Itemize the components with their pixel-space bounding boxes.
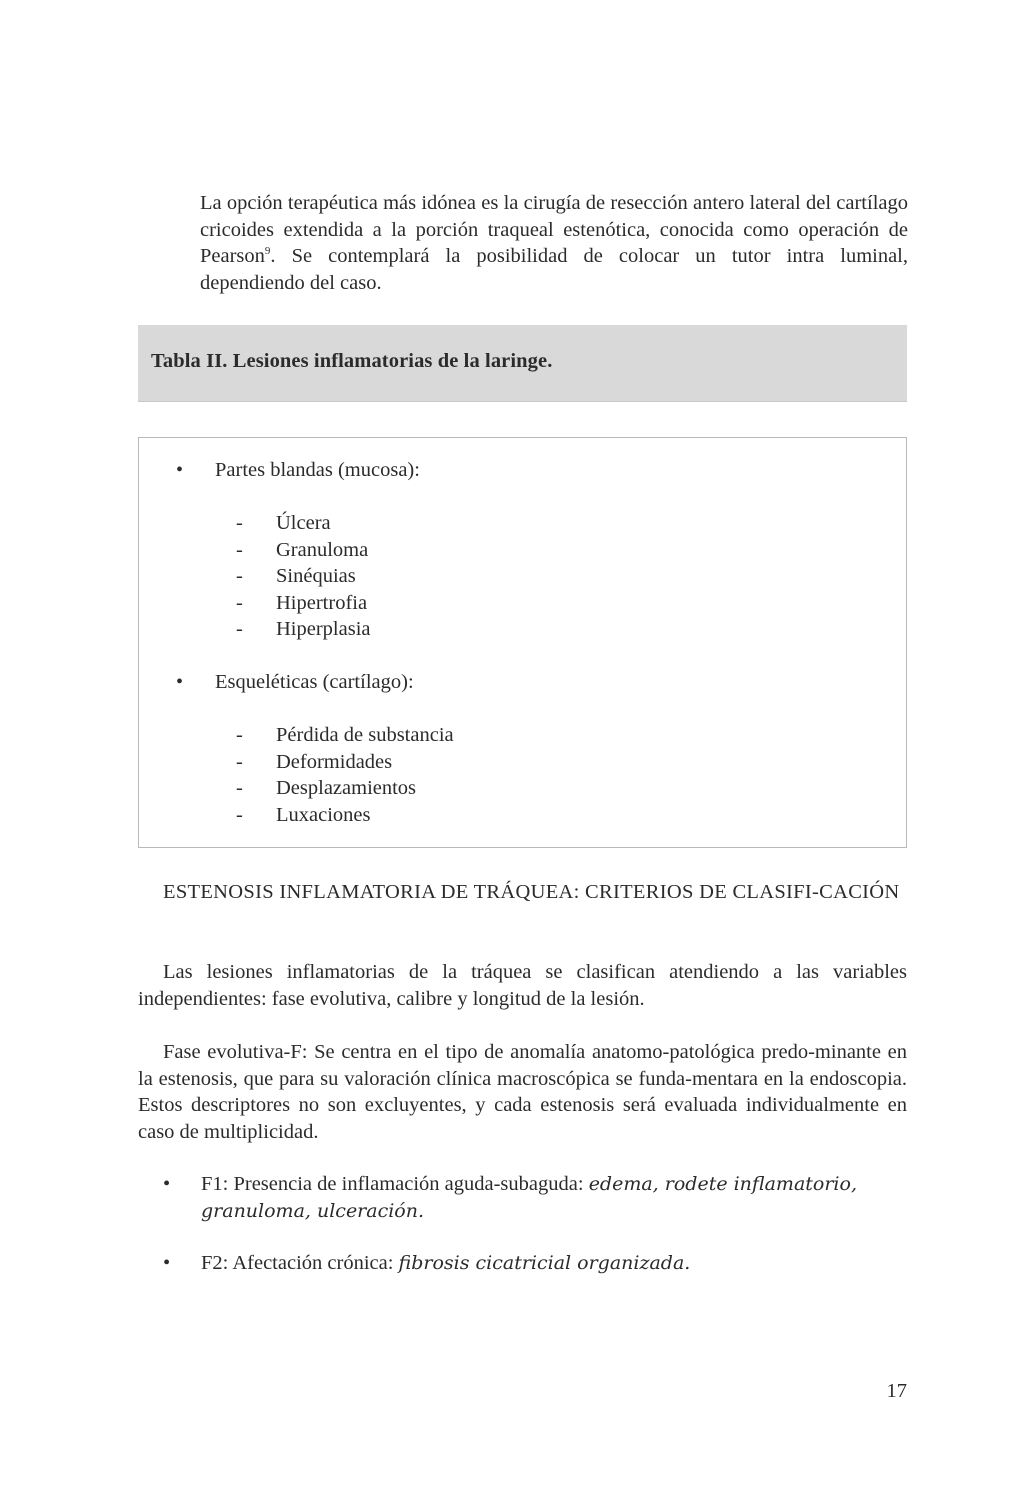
sub-item-label: Hiperplasia — [276, 618, 371, 640]
phase-description: : Afectación crónica: — [222, 1252, 399, 1274]
bullet: • — [163, 1252, 171, 1274]
sub-item-label: Desplazamientos — [276, 777, 417, 799]
intro-paragraph — [200, 190, 908, 296]
list-item — [139, 510, 839, 537]
dash: - — [236, 591, 243, 614]
sub-item-label: Deformidades — [276, 750, 393, 773]
list-item — [139, 590, 839, 617]
sub-list-soft-tissue — [139, 510, 839, 643]
phase-text — [201, 1250, 907, 1277]
table-caption-bar — [138, 325, 907, 402]
group-label: Partes blandas (mucosa): — [215, 459, 420, 481]
dash: - — [236, 750, 243, 773]
dash: - — [236, 803, 243, 826]
dash: - — [236, 777, 243, 799]
table-caption: Tabla II. Lesiones inflamatorias de la laringe. — [151, 350, 553, 372]
body-paragraph: Las lesiones inflamatorias de la tráquea se clasifican atendiendo a las variables independientes: fase evolutiva, calibre y longitud de la lesión. — [138, 961, 907, 1010]
group-label: Esqueléticas (cartílago): — [215, 671, 414, 693]
list-item — [139, 722, 839, 749]
list-item — [139, 775, 839, 802]
sub-item-label: Luxaciones — [276, 803, 371, 826]
phase-label: F2 — [201, 1252, 223, 1274]
list-item — [139, 616, 839, 643]
dash: - — [236, 618, 243, 640]
list-item — [139, 537, 839, 564]
list-item — [139, 563, 839, 590]
phase-label: F1 — [201, 1173, 223, 1195]
phase-terms: edema, rodete inflamatorio, granuloma, ulceración. — [201, 1173, 857, 1222]
list-item — [139, 802, 839, 829]
bullet: • — [176, 459, 184, 481]
body-paragraph: Fase evolutiva-F: Se centra en el tipo de anomalía anatomo-patológica predo-minante en la estenosis, que para su valoración clínica macroscópica se funda-mentara en la endoscopia. Estos descriptores no son excluyentes, y cada estenosis será evaluada individualmente en caso de multiplicidad. — [138, 1041, 907, 1143]
dash: - — [236, 512, 243, 534]
phase-text — [201, 1171, 907, 1224]
dash: - — [236, 565, 243, 587]
table-box — [138, 437, 907, 848]
bullet: • — [176, 671, 184, 693]
page-number: 17 — [886, 1380, 907, 1402]
section-heading: ESTENOSIS INFLAMATORIA DE TRÁQUEA: CRITERIOS DE CLASIFI-CACIÓN — [163, 881, 900, 903]
list-item — [139, 749, 839, 776]
sub-item-label: Hipertrofia — [276, 591, 368, 614]
dash: - — [236, 724, 243, 746]
sub-list-skeletal — [139, 722, 839, 828]
phase-terms: fibrosis cicatricial organizada. — [398, 1252, 691, 1274]
intro-text-after: . Se contemplará la posibilidad de colocar un tutor intra luminal, dependiendo del caso. — [200, 245, 908, 294]
intro-text-before: La opción terapéutica más idónea es la cirugía de resección antero lateral del cartílago cricoides extendida a la porción traqueal estenótica, conocida como operación de Pearson — [200, 192, 908, 267]
citation-superscript: 9 — [264, 245, 271, 257]
phase-description: : Presencia de inflamación aguda-subaguda: — [222, 1173, 589, 1195]
dash: - — [236, 538, 243, 561]
sub-item-label: Úlcera — [276, 512, 331, 534]
sub-item-label: Granuloma — [276, 538, 369, 561]
sub-item-label: Pérdida de substancia — [276, 724, 454, 746]
bullet: • — [163, 1173, 171, 1195]
sub-item-label: Sinéquias — [276, 565, 356, 587]
